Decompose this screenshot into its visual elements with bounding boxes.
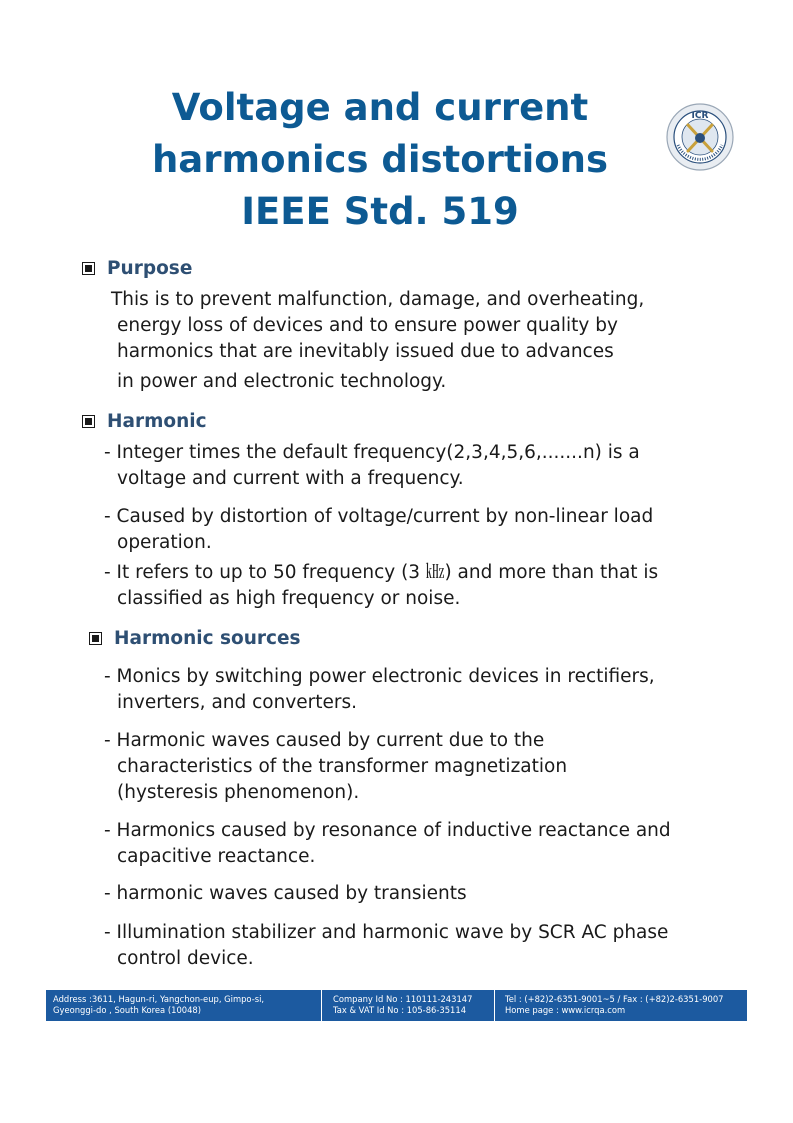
sources-line: inverters, and converters. [117,692,358,713]
square-bullet-icon [89,632,102,645]
sources-heading-label: Harmonic sources [114,628,301,649]
harmonic-line: - It refers to up to 50 frequency (3 ㎑) and more than that is [104,562,659,583]
purpose-heading-label: Purpose [107,258,193,279]
purpose-line: energy loss of devices and to ensure power quality by [117,315,618,336]
harmonic-line: voltage and current with a frequency. [117,468,464,489]
harmonic-line: - Caused by distortion of voltage/current by non-linear load [104,506,654,527]
harmonic-line: operation. [117,532,212,553]
footer-address [46,990,322,1021]
title-line-3: IEEE Std. 519 [241,190,519,233]
sources-line: - Monics by switching power electronic devices in rectifiers, [104,666,655,687]
purpose-line: in power and electronic technology. [117,371,447,392]
footer-company-id: Company Id No : 110111-243147 [333,994,473,1004]
sources-line: - harmonic waves caused by transients [104,883,467,904]
purpose-line: This is to prevent malfunction, damage, and overheating, [111,289,645,310]
sources-line: control device. [117,948,254,969]
icr-seal-logo-icon [666,103,734,171]
title-line-1: Voltage and current [171,86,589,129]
purpose-line: harmonics that are inevitably issued due to advances [117,341,614,362]
logo-text: ICR [691,111,709,121]
sources-line: characteristics of the transformer magnetization [117,756,568,777]
square-bullet-icon [82,415,95,428]
sources-line: capacitive reactance. [117,846,316,867]
harmonic-line: - Integer times the default frequency(2,3,4,5,6,.......n) is a [104,442,640,463]
section-heading-harmonic-sources [89,628,301,649]
sources-line: - Illumination stabilizer and harmonic wave by SCR AC phase [104,922,669,943]
sources-line: (hysteresis phenomenon). [117,782,360,803]
sources-line: - Harmonic waves caused by current due to the [104,730,545,751]
footer-address-line-1: Address :3611, Hagun-ri, Yangchon-eup, Gimpo-si, [53,994,265,1004]
footer-company-ids [322,990,495,1021]
square-bullet-icon [82,262,95,275]
footer-contact [495,990,747,1021]
section-heading-purpose [82,258,192,279]
title-line-2: harmonics distortions [151,138,609,181]
footer-tel-fax: Tel : (+82)2-6351-9001~5 / Fax : (+82)2-6351-9007 [505,994,724,1004]
section-heading-harmonic [82,411,207,432]
harmonic-line: classified as high frequency or noise. [117,588,461,609]
footer-address-line-2: Gyeonggi-do , South Korea (10048) [53,1005,202,1015]
harmonic-heading-label: Harmonic [107,411,207,432]
footer-tax-id: Tax & VAT Id No : 105-86-35114 [333,1005,467,1015]
page-title [120,82,640,238]
sources-line: - Harmonics caused by resonance of inductive reactance and [104,820,671,841]
footer-homepage[interactable]: Home page : www.icrqa.com [505,1005,626,1015]
footer-bar [46,990,747,1021]
